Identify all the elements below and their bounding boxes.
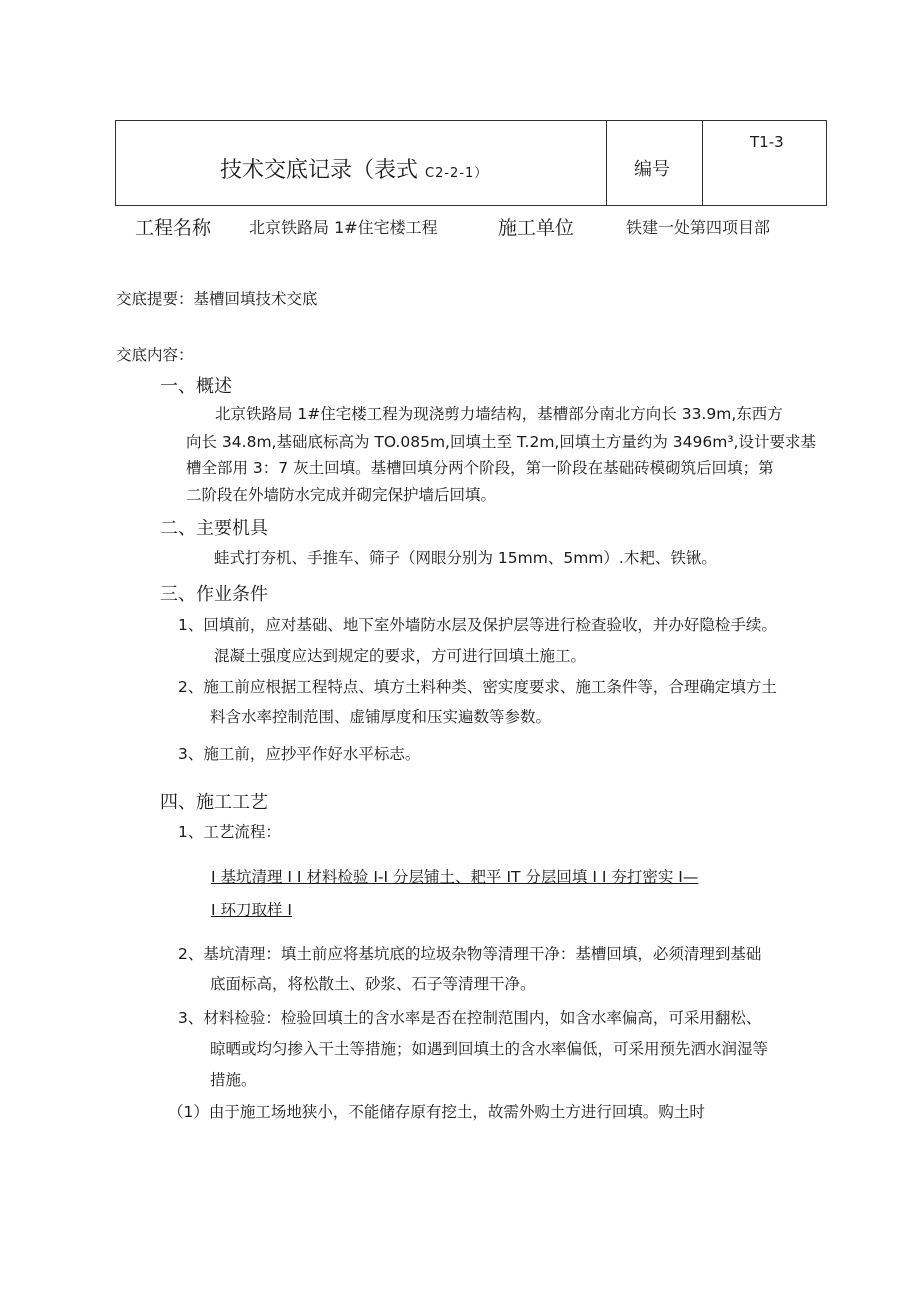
form-title: 技术交底记录（表式 C2-2-1） — [220, 158, 489, 183]
list-item: 底面标高，将松散土、砂浆、石子等清理干净。 — [210, 975, 536, 993]
process-flow-line: I 环刀取样 I — [211, 901, 292, 919]
list-item: 晾晒或均匀掺入干土等措施；如遇到回填土的含水率偏低，可采用预先洒水润湿等 — [210, 1040, 769, 1058]
project-name-value: 北京铁路局 1#住宅楼工程 — [249, 218, 438, 237]
number-label: 编号 — [634, 159, 670, 180]
section-heading-process: 四、施工工艺 — [160, 792, 268, 813]
list-item: 3、材料检验：检验回填土的含水率是否在控制范围内，如含水率偏高，可采用翻松、 — [178, 1009, 762, 1027]
process-flow-line: I 基坑清理 I I 材料检验 I-I 分层铺土、耙平 IT 分层回填 I I 夯打密实 I— — [211, 868, 699, 886]
paragraph-line: 北京铁路局 1#住宅楼工程为现浇剪力墙结构，基槽部分南北方向长 33.9m,东西方 — [215, 405, 783, 423]
summary: 交底提要：基槽回填技术交底 — [116, 290, 318, 308]
paragraph-line: 蛙式打夯机、手推车、筛子（网眼分别为 15mm、5mm）.木耙、铁锹。 — [214, 549, 717, 567]
construction-unit-label: 施工单位 — [498, 217, 575, 239]
list-item: 2、施工前应根据工程特点、填方土料种类、密实度要求、施工条件等，合理确定填方土 — [178, 678, 777, 696]
flow-label: 1、工艺流程： — [178, 823, 281, 841]
section-heading-tools: 二、主要机具 — [160, 518, 268, 539]
table-divider — [702, 121, 703, 205]
list-item: 措施。 — [210, 1071, 257, 1089]
paragraph-line: 向长 34.8m,基础底标高为 TO.085m,回填土至 T.2m,回填土方量约为 3496m³,设计要求基 — [186, 433, 816, 451]
list-item: （1）由于施工场地狭小，不能储存原有挖土，故需外购土方进行回填。购土时 — [168, 1103, 705, 1121]
project-name-label: 工程名称 — [135, 217, 212, 239]
list-item: 1、回填前，应对基础、地下室外墙防水层及保护层等进行检查验收，并办好隐检手续。 — [178, 616, 777, 634]
section-heading-conditions: 三、作业条件 — [160, 584, 268, 605]
list-item: 混凝土强度应达到规定的要求，方可进行回填土施工。 — [214, 647, 587, 665]
list-item: 2、基坑清理：填土前应将基坑底的垃圾杂物等清理干净：基槽回填，必须清理到基础 — [178, 945, 762, 963]
table-divider — [606, 121, 607, 205]
list-item: 3、施工前，应抄平作好水平标志。 — [178, 745, 421, 763]
paragraph-line: 二阶段在外墙防水完成并砌完保护墙后回填。 — [186, 486, 497, 504]
list-item: 料含水率控制范围、虚铺厚度和压实遍数等参数。 — [210, 708, 552, 726]
content-label: 交底内容： — [116, 346, 194, 364]
form-title-code: C2-2-1） — [425, 166, 489, 181]
section-heading-overview: 一、概述 — [160, 376, 232, 397]
number-value: T1-3 — [750, 133, 784, 151]
construction-unit-value: 铁建一处第四项目部 — [626, 218, 771, 237]
paragraph-line: 槽全部用 3：7 灰土回填。基槽回填分两个阶段，第一阶段在基础砖模砌筑后回填；第 — [186, 459, 774, 477]
form-header-table — [115, 120, 827, 206]
